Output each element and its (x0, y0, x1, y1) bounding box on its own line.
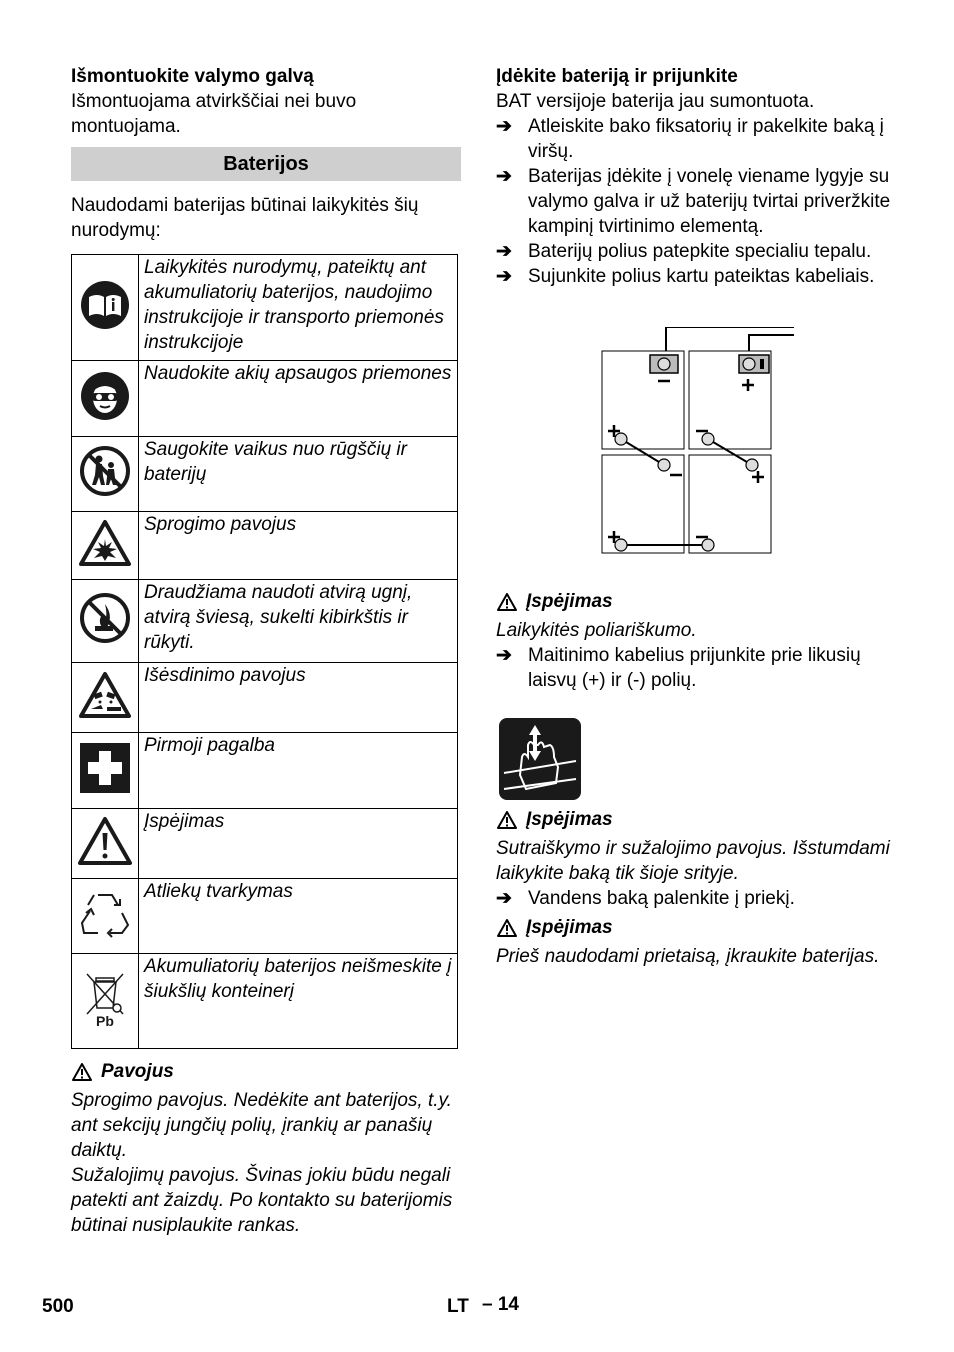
heading-remove-cleaning-head: Išmontuokite valymo galvą (71, 66, 314, 87)
remove-instruction: Išmontuojama atvirkščiai nei buvo montuojama. (71, 91, 357, 137)
language-code: LT (447, 1296, 469, 1317)
symbol-row (72, 879, 458, 954)
warning-heading (496, 915, 891, 940)
warning-title: Įspėjimas (526, 917, 613, 938)
arrow-right-icon: ➔ (496, 241, 512, 262)
symbol-text: Akumuliatorių baterijos neišmeskite į šiukšlių konteinerį (139, 954, 458, 1049)
step-item: ➔ Atleiskite bako fiksatorių ir pakelkite baką į viršų. (496, 116, 884, 162)
step-item: ➔ Maitinimo kabelius prijunkite prie likusių laisvų (+) ir (-) polių. (496, 645, 861, 691)
symbol-text: Naudokite akių apsaugos priemones (139, 361, 458, 437)
pb-label: Pb (96, 1013, 114, 1028)
battery-intro: Naudodami baterijas būtinai laikykitės šių nurodymų: (71, 195, 419, 241)
symbol-row (72, 512, 458, 580)
warning-text-crush: Sutraiškymo ir sužalojimo pavojus. Išstumdami laikykite baką tik šioje srityje. (496, 838, 890, 884)
symbol-text: Saugokite vaikus nuo rūgščių ir baterijų (139, 437, 458, 512)
warning-triangle-icon (496, 810, 518, 830)
page-number: 500 (42, 1296, 74, 1317)
symbol-row (72, 733, 458, 809)
danger-text-injury: Sužalojimų pavojus. Švinas jokiu būdu negali patekti ant žaizdų. Po kontakto su baterijomis būtinai nusiplaukite rankas. (71, 1165, 453, 1236)
arrow-right-icon: ➔ (496, 166, 512, 187)
warning-icon (78, 816, 132, 866)
warning-text-polarity: Laikykitės poliariškumo. (496, 620, 697, 641)
arrow-right-icon: ➔ (496, 116, 512, 137)
keep-children-away-icon (79, 445, 131, 497)
danger-heading (71, 1059, 461, 1084)
warning-title: Įspėjimas (526, 809, 613, 830)
step-item: ➔ Baterijas įdėkite į vonelę viename lygyje su valymo galva ir už baterijų tvirtai priveržkite kampinį tvirtinimo elementą. (496, 166, 891, 237)
first-aid-icon (79, 742, 131, 794)
battery-wiring-diagram (596, 327, 896, 567)
corrosive-hazard-icon (79, 671, 131, 719)
danger-title: Pavojus (101, 1061, 174, 1082)
warning-text-charge: Prieš naudodami prietaisą, įkraukite baterijas. (496, 946, 880, 967)
warning-title: Įspėjimas (526, 591, 613, 612)
symbol-text: Įspėjimas (139, 809, 458, 879)
eye-protection-icon (80, 371, 130, 421)
symbol-row (72, 663, 458, 733)
arrow-right-icon: ➔ (496, 266, 512, 287)
manual-info-icon (80, 280, 130, 330)
symbol-row (72, 954, 458, 1049)
warning-triangle-icon (71, 1062, 93, 1082)
symbol-text: Draudžiama naudoti atvirą ugnį, atvirą šviesą, sukelti kibirkštis ir rūkyti. (139, 580, 458, 663)
symbol-text: Pirmoji pagalba (139, 733, 458, 809)
crossed-bin-pb-icon (79, 968, 131, 1028)
warning-triangle-icon (496, 592, 518, 612)
section-page-number: – 14 (482, 1294, 519, 1315)
arrow-right-icon: ➔ (496, 888, 512, 909)
warning-triangle-icon (496, 918, 518, 938)
step-item: ➔ Sujunkite polius kartu pateiktas kabeliais. (496, 266, 875, 287)
no-open-flame-icon (79, 592, 131, 644)
warning-heading (496, 589, 891, 614)
symbol-text: Išėsdinimo pavojus (139, 663, 458, 733)
danger-text-explosion: Sprogimo pavojus. Nedėkite ant baterijos, t.y. ant sekcijų jungčių polių, įrankių ar panašių daiktų. (71, 1090, 452, 1161)
left-column (71, 64, 461, 1238)
symbol-row (72, 255, 458, 361)
explosion-hazard-icon (79, 519, 131, 567)
symbol-row (72, 809, 458, 879)
symbol-text: Atliekų tvarkymas (139, 879, 458, 954)
step-item: ➔ Vandens baką palenkite į priekį. (496, 888, 795, 909)
heading-insert-battery: Įdėkite bateriją ir prijunkite (496, 66, 738, 87)
recycling-icon (78, 887, 132, 939)
bat-version-note: BAT versijoje baterija jau sumontuota. (496, 91, 815, 112)
symbol-row (72, 361, 458, 437)
warning-heading (496, 807, 891, 832)
step-item: ➔ Baterijų polius patepkite specialiu tepalu. (496, 241, 872, 262)
crush-hazard-hand-icon (498, 717, 582, 801)
right-column (496, 64, 891, 969)
symbol-text: Sprogimo pavojus (139, 512, 458, 580)
symbol-text: Laikykitės nurodymų, pateiktų ant akumuliatorių baterijos, naudojimo instrukcijoje ir transporto priemonės instrukcijoje (139, 255, 458, 361)
arrow-right-icon: ➔ (496, 645, 512, 666)
symbol-row (72, 580, 458, 663)
symbol-row (72, 437, 458, 512)
section-title-batteries: Baterijos (71, 147, 461, 181)
safety-symbols-table (71, 254, 458, 1049)
